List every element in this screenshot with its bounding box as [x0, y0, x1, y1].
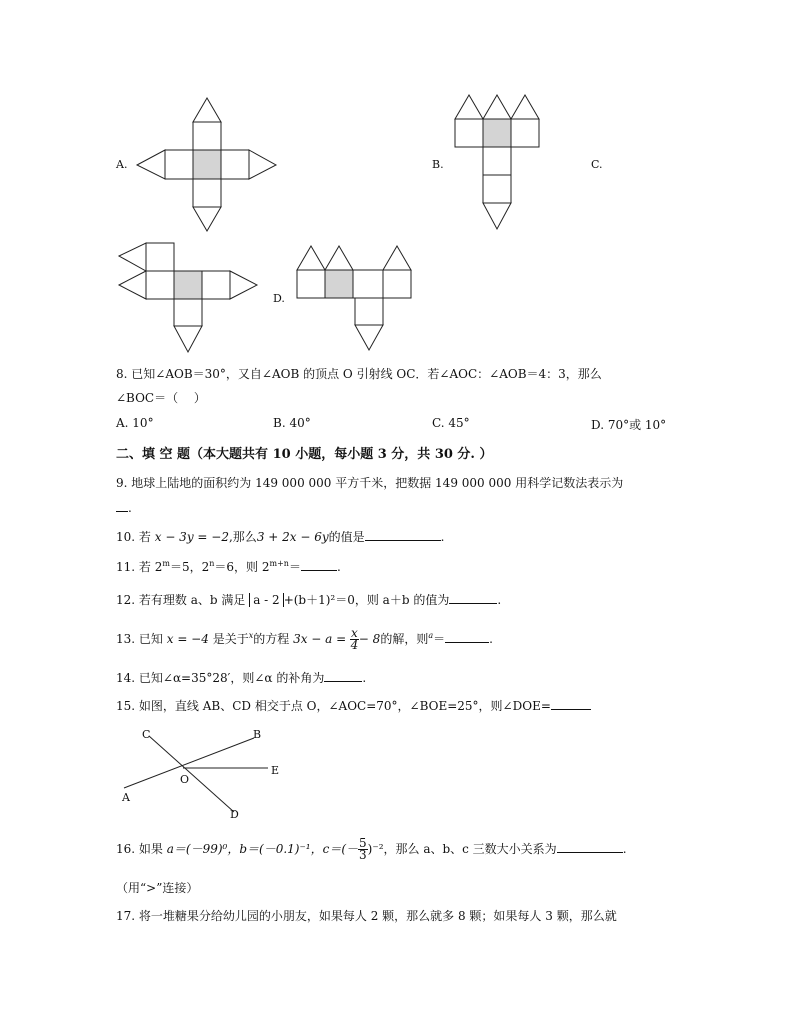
question-8-line2: ∠BOC＝（ ） [116, 391, 206, 405]
question-12: 12. 若有理数 a、b 满足 a - 2 +(b＋1)²＝0，则 a＋b 的值为 . [116, 593, 502, 607]
fig15-label-a: A [122, 791, 130, 804]
fig15-label-c: C [142, 728, 151, 741]
answer-blank[interactable] [557, 840, 623, 853]
question-14: 14. 已知∠α=35°28′，则∠α 的补角为 . [116, 671, 367, 685]
q8-option-a: A. 10° [116, 416, 154, 430]
question-11: 11. 若 $2^m=5$，$2^n=6$，则 $2^{m+n}=$ . [116, 559, 341, 574]
question-10: 10. 若 x − 3y = −2,那么3 + 2x − 6y的值是 . [116, 530, 445, 544]
fig15-label-b: B [253, 728, 262, 741]
q8-option-d: D. 70°或 10° [591, 418, 667, 432]
option-b-label: B. [432, 158, 444, 171]
fig15-label-o: O [180, 773, 190, 786]
fig15-label-d: D [230, 808, 239, 821]
question-15: 15. 如图，直线 AB、CD 相交于点 O，∠AOC=70°，∠BOE=25°，则∠DOE= [116, 697, 591, 714]
question-17: 17. 将一堆糖果分给幼儿园的小朋友，如果每人 2 颗，那么就多 8 颗；如果每人 3 颗，那么就 [116, 909, 617, 923]
question-16-note: （用“>”连接） [116, 881, 199, 895]
option-c-label: C. [591, 158, 603, 171]
fraction: $\frac{x}{4}$ [350, 626, 359, 652]
question-9-line1: 9. 地球上陆地的面积约为 149 000 000 平方千米，把数据 149 000 000 用科学记数法表示为 [116, 476, 624, 490]
option-d-label: D. [273, 292, 285, 305]
fraction: $\frac{5}{3}$ [359, 836, 367, 862]
question-13: 13. 已知 x = −4 是关于$^x$的方程 3x − a = $\frac{x}{4}$ − 8的解，则$^a$＝ . [116, 626, 493, 652]
question-16: 16. 如果 a＝(－99)⁰，b＝(－0.1)⁻¹，c＝(－ $\frac{5}{3}$ )⁻²，那么 a、b、c 三数大小关系为 . [116, 836, 627, 862]
option-a-label: A. [116, 158, 128, 171]
section-2-heading: 二、填 空 题（本大题共有 10 小题，每小题 3 分，共 30 分. ） [116, 447, 493, 462]
q8-option-b: B. 40° [273, 416, 311, 430]
q8-option-c: C. 45° [432, 416, 470, 430]
question-9-line2: . [116, 499, 132, 515]
question-8-line1: 8. 已知∠AOB＝30°，又自∠AOB 的顶点 O 引射线 OC．若∠AOC：∠AOB＝4：3，那么 [116, 367, 602, 381]
fig15-label-e: E [271, 764, 280, 777]
